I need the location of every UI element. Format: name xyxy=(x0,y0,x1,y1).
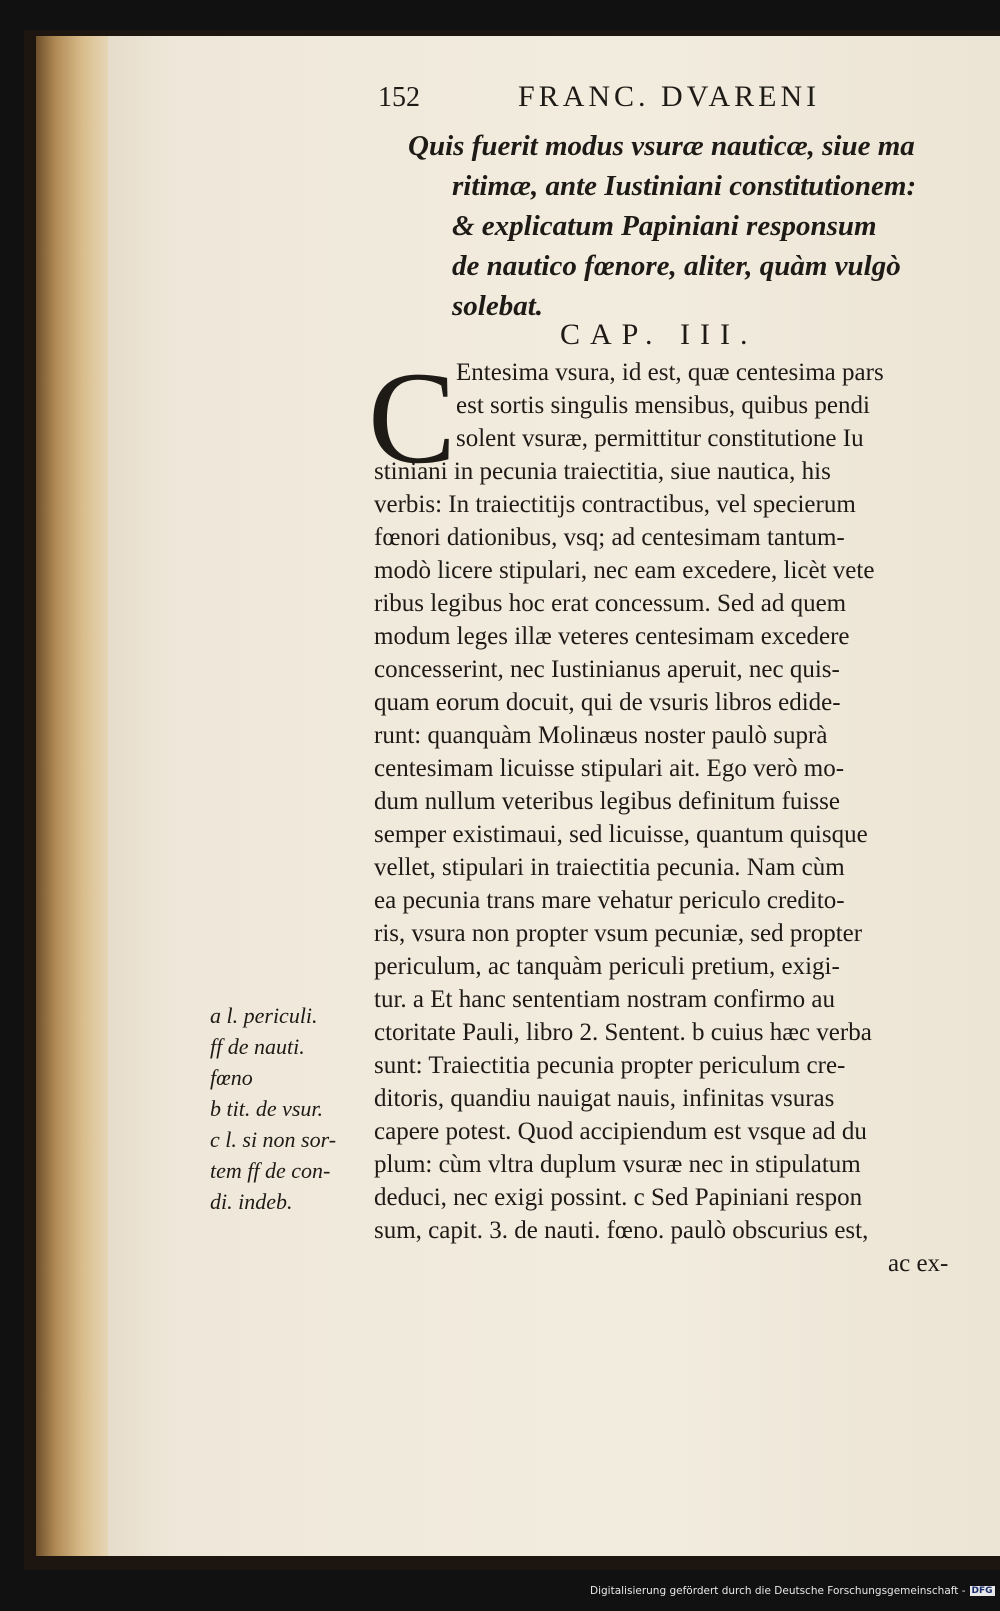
body-line: sum, capit. 3. de nauti. fœno. paulò obscurius est, xyxy=(374,1217,869,1244)
body-line: modum leges illæ veteres centesimam excedere xyxy=(374,623,850,650)
body-line: est sortis singulis mensibus, quibus pendi xyxy=(456,392,870,419)
margin-notes xyxy=(210,1000,370,1217)
margin-note: fœno xyxy=(210,1065,253,1090)
running-title: FRANC. DVARENI xyxy=(518,80,821,113)
body-line: ea pecunia trans mare vehatur periculo credito- xyxy=(374,887,845,914)
chapter-heading xyxy=(408,126,980,326)
digitization-footer xyxy=(590,1585,993,1597)
page-number: 152 xyxy=(378,82,420,113)
page-edge-gilt xyxy=(36,36,114,1556)
body-line: concesserint, nec Iustinianus aperuit, nec quis- xyxy=(374,656,840,683)
body-line: dum nullum veteribus legibus definitum fuisse xyxy=(374,788,840,815)
body-line: quam eorum docuit, qui de vsuris libros edide- xyxy=(374,689,841,716)
catchword: ac ex- xyxy=(888,1250,949,1277)
body-line: stiniani in pecunia traiectitia, siue nautica, his xyxy=(374,458,831,485)
heading-line: ritimæ, ante Iustiniani constitutionem: xyxy=(452,170,917,202)
body-line: fœnori dationibus, vsq; ad centesimam tantum- xyxy=(374,524,845,551)
body-line: semper existimaui, sed licuisse, quantum quisque xyxy=(374,821,868,848)
margin-note: di. indeb. xyxy=(210,1189,293,1214)
chapter-number: CAP. III. xyxy=(560,318,758,351)
margin-note: tem ff de con- xyxy=(210,1158,331,1183)
heading-line: & explicatum Papiniani responsum xyxy=(452,210,877,242)
body-line: capere potest. Quod accipiendum est vsque ad du xyxy=(374,1118,867,1145)
heading-line: Quis fuerit modus vsuræ nauticæ, siue ma xyxy=(408,130,915,162)
body-line: solent vsuræ, permittitur constitutione Iu xyxy=(456,425,864,452)
dfg-logo: DFG xyxy=(971,1586,993,1596)
body-line: periculum, ac tanquàm periculi pretium, exigi- xyxy=(374,953,840,980)
margin-note: b tit. de vsur. xyxy=(210,1096,324,1121)
drop-cap: C xyxy=(368,344,457,491)
body-line: centesimam licuisse stipulari ait. Ego verò mo- xyxy=(374,755,845,782)
running-head xyxy=(378,80,978,120)
footer-text: Digitalisierung gefördert durch die Deutsche Forschungsgemeinschaft - xyxy=(590,1585,966,1597)
body-line: vellet, stipulari in traiectitia pecunia. Nam cùm xyxy=(374,854,845,881)
heading-line: solebat. xyxy=(452,290,544,322)
margin-note: ff de nauti. xyxy=(210,1034,305,1059)
body-line: ris, vsura non propter vsum pecuniæ, sed propter xyxy=(374,920,863,947)
margin-note: a l. periculi. xyxy=(210,1003,318,1028)
margin-note: c l. si non sor- xyxy=(210,1127,337,1152)
body-line: modò licere stipulari, nec eam excedere, licèt vete xyxy=(374,557,875,584)
body-line: ctoritate Pauli, libro 2. Sentent. b cuius hæc verba xyxy=(374,1019,872,1046)
body-line: tur. a Et hanc sententiam nostram confirmo au xyxy=(374,986,835,1013)
body-line: Entesima vsura, id est, quæ centesima pars xyxy=(456,359,884,386)
body-line: sunt: Traiectitia pecunia propter periculum cre- xyxy=(374,1052,846,1079)
body-text xyxy=(374,356,980,1247)
body-line: runt: quanquàm Molinæus noster paulò suprà xyxy=(374,722,828,749)
body-line: plum: cùm vltra duplum vsuræ nec in stipulatum xyxy=(374,1151,861,1178)
body-line: deduci, nec exigi possint. c Sed Papiniani respon xyxy=(374,1184,863,1211)
body-line: ribus legibus hoc erat concessum. Sed ad quem xyxy=(374,590,847,617)
body-line: verbis: In traiectitijs contractibus, vel specierum xyxy=(374,491,856,518)
body-line: ditoris, quandiu nauigat nauis, infinitas vsuras xyxy=(374,1085,835,1112)
heading-line: de nautico fœnore, aliter, quàm vulgò xyxy=(452,250,901,282)
